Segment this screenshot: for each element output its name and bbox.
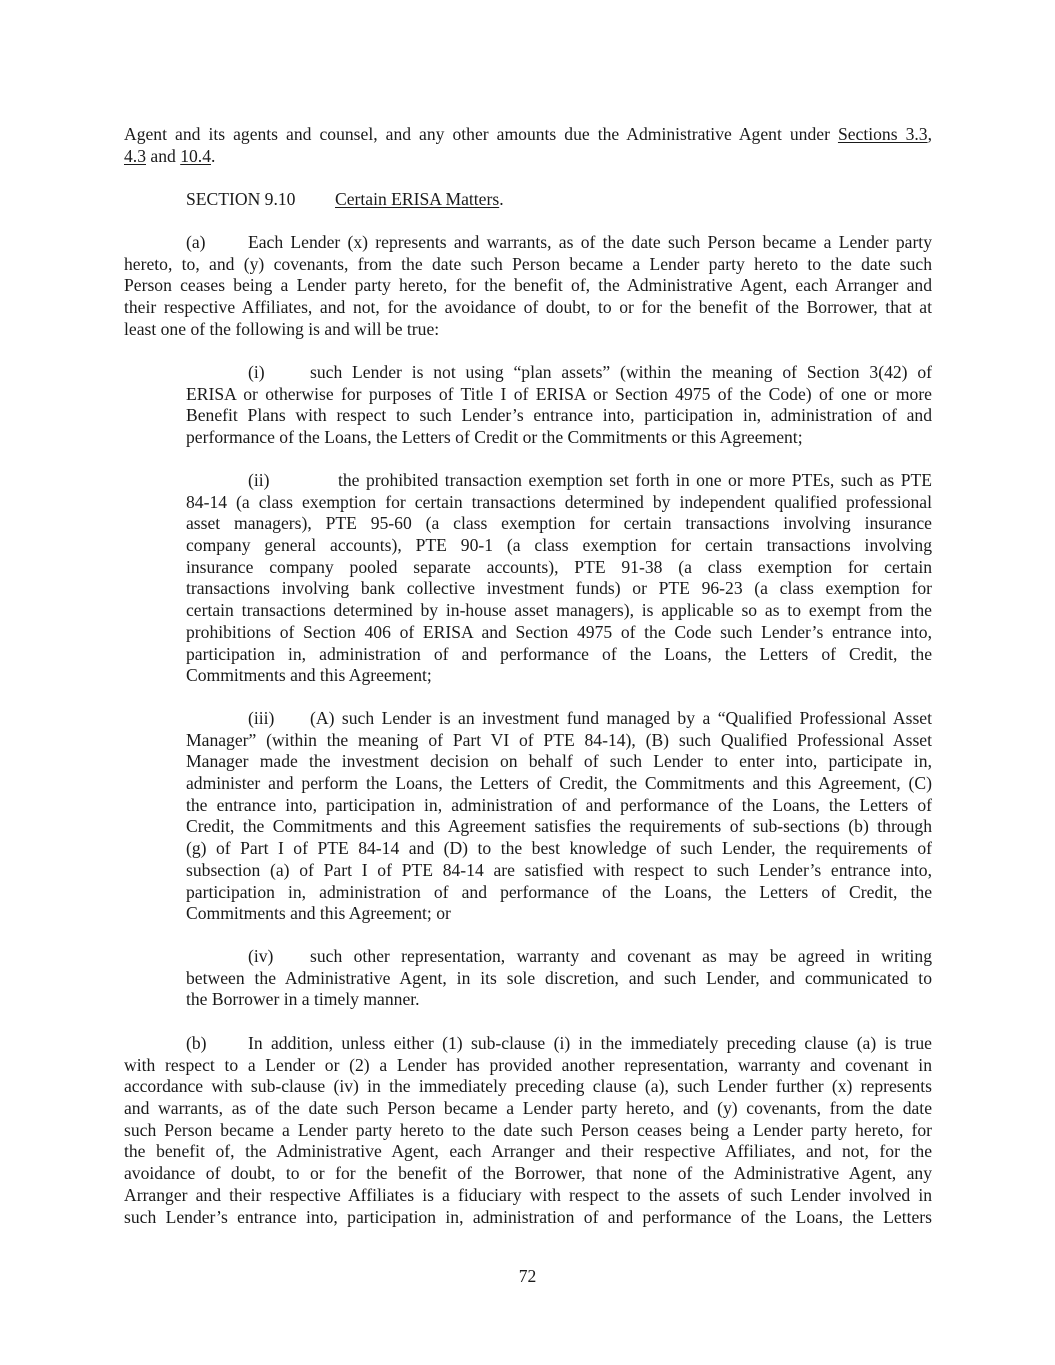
text-line (124, 232, 932, 254)
text-line: administer and perform the Loans, the Letters of Credit, the Commitments and this Agreement, (C) (186, 773, 932, 794)
text-line: prohibitions of Section 406 of ERISA and Section 4975 of the Code such Lender’s entrance into, (186, 621, 932, 642)
text-line: company general accounts), PTE 90-1 (a class exemption for certain transactions involving (186, 535, 932, 556)
section-reference-link[interactable]: 4.3 (124, 145, 146, 166)
text-line: avoidance of doubt, to or for the benefit of the Borrower, that none of the Administrative Agent, any (124, 1163, 932, 1184)
subclause-label: (i) (248, 362, 265, 382)
text-line (186, 946, 932, 968)
text-line: their respective Affiliates, and not, for the avoidance of doubt, to or for the benefit of the Borrower, that at (124, 297, 932, 318)
text-line (124, 124, 932, 146)
clause-label: (b) (186, 1033, 207, 1053)
clause-a-paragraph (124, 232, 932, 340)
text-run: the prohibited transaction exemption set forth in one or more PTEs, such as PTE (338, 470, 932, 490)
clause-label: (a) (186, 232, 206, 252)
text-run: (A) such Lender is an investment fund managed by a “Qualified Professional Asset (310, 708, 932, 728)
text-line: Manager made the investment decision on behalf of such Lender to enter into, participate in, (186, 751, 932, 772)
text-run: such other representation, warranty and covenant as may be agreed in writing (310, 946, 932, 966)
text-line: the Borrower in a timely manner. (186, 989, 420, 1010)
text-run: . (499, 189, 504, 209)
text-line: the entrance into, participation in, administration of and performance of the Loans, the Letters of (186, 794, 932, 815)
text-line: 84-14 (a class exemption for certain transactions determined by independent qualified professional (186, 491, 932, 512)
section-heading (186, 189, 886, 211)
text-line (186, 362, 932, 384)
text-run: . (211, 145, 216, 166)
text-line: and warrants, as of the date such Person became a Lender party hereto, and (y) covenants, from the date (124, 1098, 932, 1119)
text-line: Person ceases being a Lender party hereto, for the benefit of, the Administrative Agent, each Arranger and (124, 275, 932, 296)
subclause-iv-paragraph (186, 946, 932, 1011)
text-line (124, 146, 932, 168)
text-line: Commitments and this Agreement; or (186, 903, 451, 924)
text-line: with respect to a Lender or (2) a Lender has provided another representation, warranty and covenant in (124, 1054, 932, 1075)
text-line: Credit, the Commitments and this Agreement satisfies the requirements of sub-sections (b) through (186, 816, 932, 837)
text-line: transactions involving bank collective investment funds) or PTE 96-23 (a class exemption for (186, 578, 932, 599)
section-number: SECTION 9.10 (186, 189, 296, 209)
subclause-i-paragraph (186, 362, 932, 449)
section-title: Certain ERISA Matters (335, 189, 500, 209)
text-line: such Person became a Lender party hereto to the date such Person ceases being a Lender party hereto, for (124, 1119, 932, 1140)
text-line: such Lender’s entrance into, participation in, administration of and performance of the Loans, the Letters (124, 1206, 932, 1227)
page-number: 72 (518, 1266, 537, 1286)
text-line: least one of the following is and will be true: (124, 318, 440, 339)
text-line: asset managers), PTE 95-60 (a class exemption for certain transactions involving insurance (186, 513, 932, 534)
clause-b-paragraph (124, 1033, 932, 1228)
subclause-label: (ii) (248, 470, 270, 490)
subclause-iii-paragraph (186, 708, 932, 925)
text-run: such Lender is not using “plan assets” (within the meaning of Section 3(42) of (310, 362, 932, 382)
text-line: certain transactions determined by in-house asset managers), is applicable so as to exempt from the (186, 600, 932, 621)
text-line: participation in, administration of and performance of the Loans, the Letters of Credit, the (186, 643, 932, 664)
text-line: the benefit of, the Administrative Agent, each Arranger and their respective Affiliates, and not, for the (124, 1141, 932, 1162)
text-line (124, 1033, 932, 1055)
text-line (186, 470, 932, 492)
text-line: (g) of Part I of PTE 84-14 and (D) to the best knowledge of such Lender, the requirements of (186, 838, 932, 859)
subclause-label: (iv) (248, 946, 274, 966)
text-line: Manager” (within the meaning of Part VI of PTE 84-14), (B) such Qualified Professional Asset (186, 729, 932, 750)
text-line: Benefit Plans with respect to such Lender’s entrance into, participation in, administration of and (186, 405, 932, 426)
text-line: Commitments and this Agreement; (186, 665, 432, 686)
text-run: Agent and its agents and counsel, and any other amounts due the Administrative Agent under (124, 124, 838, 144)
text-run: and (146, 145, 181, 166)
text-line: accordance with sub-clause (iv) in the immediately preceding clause (a), such Lender further (x) represents (124, 1076, 932, 1097)
text-line (186, 189, 886, 211)
text-line: subsection (a) of Part I of PTE 84-14 are satisfied with respect to such Lender’s entrance into, (186, 859, 932, 880)
text-line: performance of the Loans, the Letters of Credit or the Commitments or this Agreement; (186, 427, 803, 448)
text-line: between the Administrative Agent, in its sole discretion, and such Lender, and communicated to (186, 967, 932, 988)
text-line: participation in, administration of and performance of the Loans, the Letters of Credit, the (186, 881, 932, 902)
text-line: insurance company pooled separate accounts), PTE 91-38 (a class exemption for certain (186, 556, 932, 577)
text-run: Each Lender (x) represents and warrants, as of the date such Person became a Lender party (248, 232, 932, 252)
text-line: Arranger and their respective Affiliates is a fiduciary with respect to the assets of such Lender involved in (124, 1184, 932, 1205)
text-run: In addition, unless either (1) sub-clause (i) in the immediately preceding clause (a) is true (248, 1033, 932, 1053)
text-line: hereto, to, and (y) covenants, from the date such Person became a Lender party hereto to the date such (124, 253, 932, 274)
continuation-paragraph (124, 124, 932, 167)
subclause-label: (iii) (248, 708, 275, 728)
section-reference-link[interactable]: Sections 3.3 (837, 124, 928, 144)
section-reference-link[interactable]: 10.4 (180, 145, 211, 166)
text-run: , (927, 124, 932, 144)
subclause-ii-paragraph (186, 470, 932, 687)
text-line (186, 708, 932, 730)
text-line: ERISA or otherwise for purposes of Title I of ERISA or Section 4975 of the Code) of one or more (186, 383, 932, 404)
